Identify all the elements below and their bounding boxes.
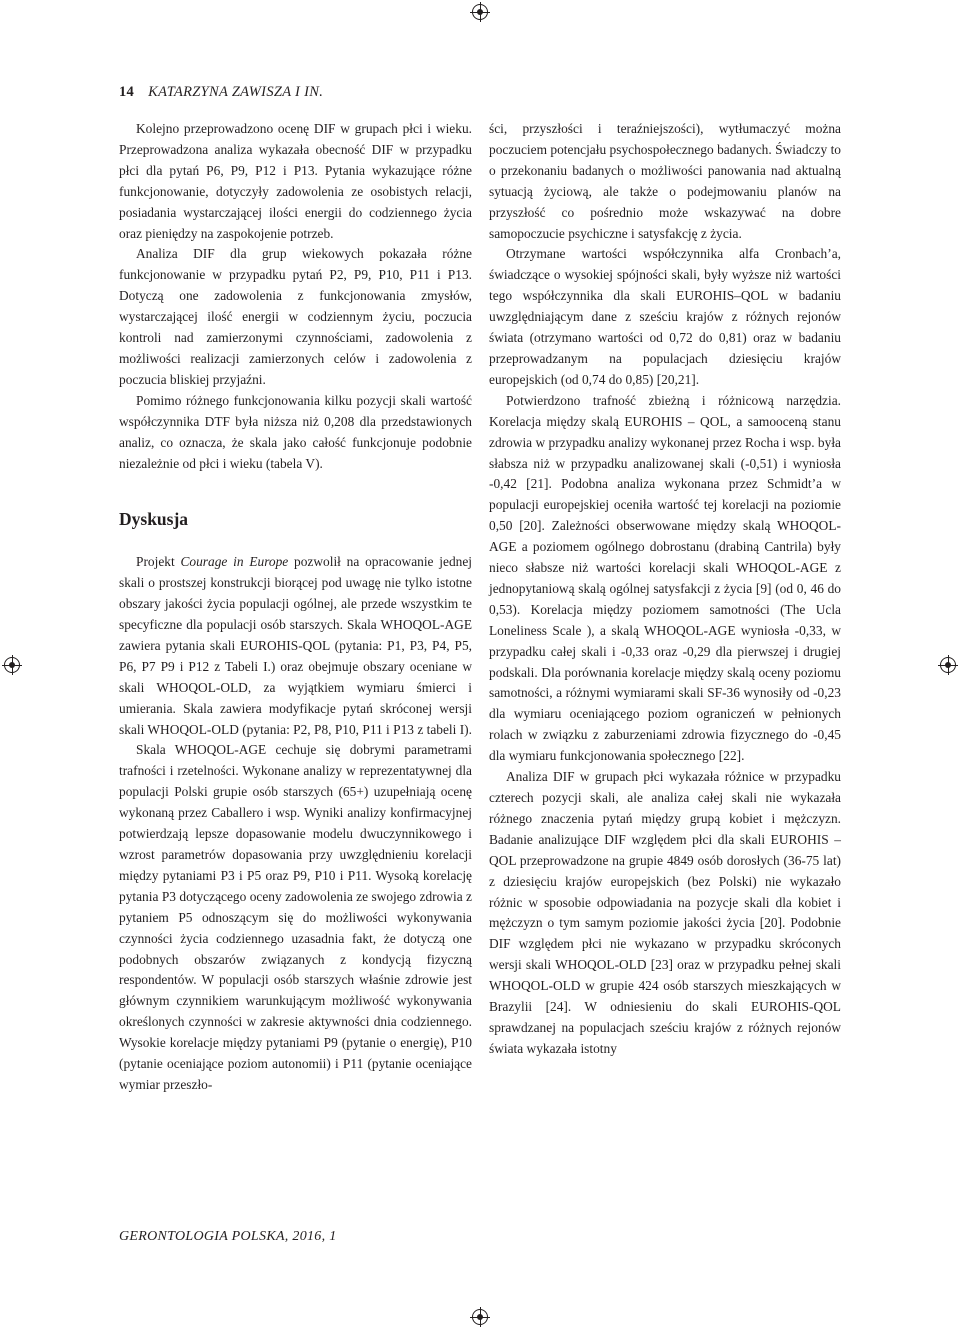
- running-head-authors: KATARZYNA ZAWISZA I IN.: [148, 84, 324, 100]
- paragraph: Otrzymane wartości współczynnika alfa Cronbach’a, świadczące o wysokiej spójności skali, były wyższe niż wartości tego współczynnika dla skali EUROHIS–QOL w badaniu uwzględniającym dane z sześciu krajów z różnych rejonów świata (otrzymano wartości od 0,72 do 0,81) oraz w badaniu przeprowadzanym na populacjach dziesięciu krajów europejskich (od 0,74 do 0,85) [20,21].: [489, 246, 841, 387]
- running-head: [119, 84, 323, 101]
- project-name: Courage in Europe: [180, 554, 289, 570]
- left-column: [119, 119, 472, 1096]
- section-heading: Dyskusja: [119, 509, 189, 530]
- registration-mark-icon: [4, 657, 20, 673]
- paragraph: Pomimo różnego funkcjonowania kilku pozycji skali wartość współczynnika DTF była niższa niż 0,208 dla przedstawionych analiz, co oznacza, że skala jako całość funkcjonuje podobnie niezależnie od płci i wieku (tabela V).: [119, 392, 472, 471]
- registration-mark-icon: [472, 4, 488, 20]
- registration-mark-icon: [472, 1309, 488, 1325]
- journal-footer: GERONTOLOGIA POLSKA, 2016, 1: [119, 1229, 337, 1244]
- paragraph: Kolejno przeprowadzono ocenę DIF w grupach płci i wieku. Przeprowadzona analiza wykazała obecność DIF w przypadku płci dla pytań P6, P9, P12 i P13. Pytania wykazujące różne funkcjonowanie, dotyczyły zadowolenia ze osobistych relacji, posiadania wystarczającej ilości energii do codziennego życia oraz pieniędzy na zaspokojenie potrzeb.: [119, 121, 472, 241]
- paragraph: [119, 552, 472, 740]
- page-number: 14: [119, 84, 135, 100]
- registration-mark-icon: [940, 657, 956, 673]
- right-column: [489, 119, 841, 1060]
- paragraph: Analiza DIF w grupach płci wykazała różnice w przypadku czterech pozycji skali, ale analiza całej skali nie wykazała różnego znaczenia pytań między grupą kobiet i mężczyzn. Badanie analizujące DIF względem płci dla skali EUROHIS – QOL przeprowadzone na grupie 4849 osób dorosłych (36-75 lat) z dziesięciu krajów europejskich (bez Polski) nie wykazało różnic w sposobie odpowiadania na pozycje skali dla kobiet i mężczyzn o tym samym poziomie jakości życia [20]. Podobnie DIF względem płci nie wykazano w przypadku skróconych wersji skali WHOQOL-OLD [23] oraz w przypadku pełnej skali WHOQOL-OLD w grupie 424 osób starszych mieszkających w Brazylii [24]. W odniesieniu do skali EUROHIS-QOL sprawdzanej na populacjach sześciu krajów z różnych rejonów świata wykazała istotny: [489, 769, 841, 1056]
- paragraph: ści, przyszłości i teraźniejszości), wytłumaczyć można poczuciem potencjału psychospołecznego badanych. Świadczy to o przekonaniu badanych o możliwości panowania nad aktualną sytuacją życiową, ale także o podejmowaniu planów na przyszłość co pośrednio może wskazywać na dobre samopoczucie psychiczne i satysfakcję z życia.: [489, 121, 841, 241]
- paragraph: Skala WHOQOL-AGE cechuje się dobrymi parametrami trafności i rzetelności. Wykonane analizy w reprezentatywnej dla populacji Polski grupie osób starszych (65+) uzupełniają ocenę wykonaną przez Caballero i wsp. Wyniki analizy konfirmacyjnej potwierdzają lepsze dopasowanie modelu dwuczynnikowego i wzrost parametrów dopasowania przy uwzględnieniu korelacji między pytaniami P3 i P5 oraz P9, P10 i P11. Wysoką korelację pytania P3 dotyczącego oceny zadowolenia ze swojego zdrowia z pytaniem P5 odnoszącym się do możliwości wykonywania czynności życia codziennego uzasadnia fakt, że dotyczą one podobnych obszarów związanych z kondycją fizyczną respondentów. W populacji osób starszych właśnie zdrowie jest głównym czynnikiem warunkującym możliwość wykonywania określonych czynności w zakresie aktywności dnia codziennego. Wysokie korelacje między pytaniami P9 (pytanie o energię), P10 (pytanie oceniające poziom autonomii) i P11 (pytanie oceniające wymiar przeszło-: [119, 742, 472, 1092]
- paragraph: Analiza DIF dla grup wiekowych pokazała różne funkcjonowanie w przypadku pytań P2, P9, P10, P11 i P13. Dotyczą one zadowolenia z funkcjonowania zmysłów, wystarczającej ilość energii w codziennym życiu, poczucia kontroli nad zamierzonymi czynnościami, zadowolenia z możliwości realizacji zamierzonych celów i zadowolenia z poczucia bliskiej przyjaźni.: [119, 246, 472, 387]
- paragraph-text: Projekt: [136, 554, 181, 570]
- paragraph-text: pozwolił na opracowanie jednej skali o prostszej konstrukcji biorącej pod uwagę nie tylko istotne obszary jakości życia populacji ogólnej, ale przede wszystkim te specyficzne dla populacji osób starszych. Skala WHOQOL-AGE zawiera pytania skali EUROHIS-QOL (pytania: P1, P3, P4, P5, P6, P7 P9 i P12 z Tabeli I.) oraz obejmuje obszary oceniane w skali WHOQOL-OLD, za wyjątkiem wymiaru śmierci i umierania. Skala zawiera modyfikacje pytań skróconej wersji skali WHOQOL-OLD (pytania: P2, P8, P10, P11 i P13 z tabeli I).: [119, 554, 473, 737]
- paragraph: Potwierdzono trafność zbieżną i różnicową narzędzia. Korelacja między skalą EUROHIS – QOL, a samooceną stanu zdrowia w przypadku analizy wykonanej przez Rocha i wsp. była słabsza niż w przypadku analizowanej skali (-0,51) i wyniosła -0,42 [21]. Podobna analiza wykonana przez Schmidt’a w populacji europejskiej oceniła wartość tej korelacji na poziomie 0,50 [20]. Zależności obserwowane między skalą WHOQOL-AGE a poziomem ogólnego dobrostanu (drabiną Cantrila) były nieco słabsze niż wartości korelacji skali WHOQOL-AGE z jednopytaniową skalą ogólnej satysfakcji z życia [9] (od 0, 46 do 0,53). Korelacja między poziomem samotności (The Ucla Loneliness Scale ), a skalą WHOQOL-AGE wyniosła -0,33, w przypadku całej skali i -0,33 oraz -0,29 dla pierwszej i drugiej podskali. Dla porównania korelacje między skalą oceny poziomu samotności, a różnymi wymiarami skali SF-36 wynosiły od -0,23 dla wymiaru oceniającego poziom ograniczeń w pełnionych rolach w związku z zaburzeniami zdrowia fizycznego do -0,45 dla wymiaru funkcjonowania społecznego [22].: [489, 392, 841, 764]
